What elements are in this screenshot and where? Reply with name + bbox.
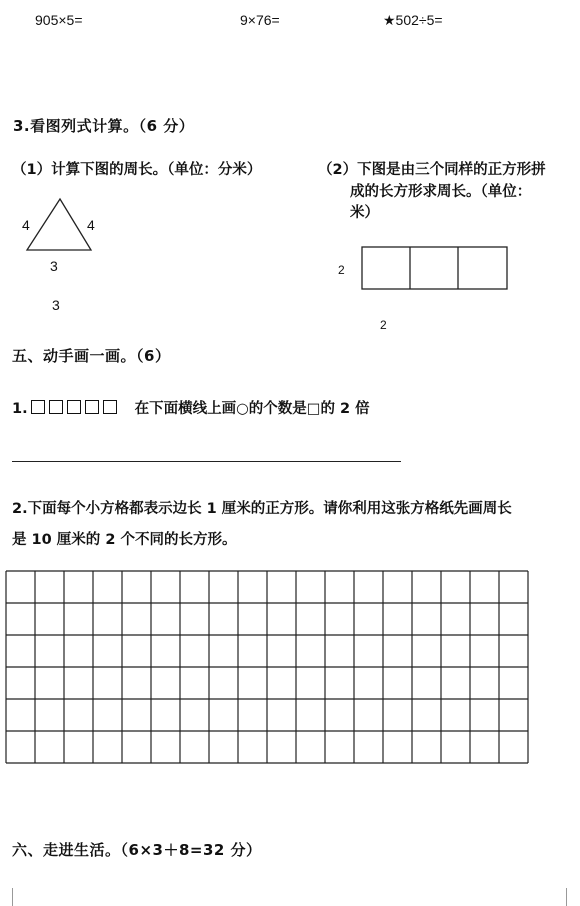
section3-q2-line3: 米） xyxy=(350,205,379,221)
triangle-base: 3 xyxy=(50,258,58,274)
section6-heading: 六、走进生活。（6×3＋8=32 分） xyxy=(12,841,262,859)
square-boxes xyxy=(31,401,121,417)
calc-item-3: ★502÷5= xyxy=(383,12,443,28)
section3-q2-line2: 成的长方形求周长。（单位： xyxy=(350,184,532,200)
section3-heading: 3.看图列式计算。（6 分） xyxy=(13,117,195,135)
section5-q1 xyxy=(12,397,370,418)
squares-label-left: 2 xyxy=(338,263,345,277)
section3-q1-text: （1）计算下图的周长。（单位：分米） xyxy=(12,162,262,178)
triangle-side-left: 4 xyxy=(22,217,30,233)
three-squares-figure xyxy=(361,246,511,292)
answer-line[interactable] xyxy=(12,461,401,462)
section5-q1-text: 在下面横线上画○的个数是□的 2 倍 xyxy=(134,401,370,417)
empty-square-box xyxy=(85,400,99,414)
section5-q1-prefix: 1. xyxy=(12,401,28,417)
empty-square-box xyxy=(31,400,45,414)
triangle-answer: 3 xyxy=(52,297,60,313)
calc-item-1: 905×5= xyxy=(35,12,83,28)
triangle-side-right: 4 xyxy=(87,217,95,233)
grid-paper[interactable] xyxy=(2,569,532,765)
section3-q2-line1: （2）下图是由三个同样的正方形拼 xyxy=(318,162,546,178)
page-corner-mark-right xyxy=(566,888,580,906)
section5-heading: 五、动手画一画。（6） xyxy=(12,347,171,365)
section5-q2-line1: 2.下面每个小方格都表示边长 1 厘米的正方形。请你利用这张方格纸先画周长 xyxy=(12,501,512,517)
squares-label-bottom: 2 xyxy=(380,318,387,332)
empty-square-box xyxy=(49,400,63,414)
page-corner-mark-left xyxy=(0,888,13,906)
empty-square-box xyxy=(67,400,81,414)
calc-item-2: 9×76= xyxy=(240,12,280,28)
empty-square-box xyxy=(103,400,117,414)
section5-q2-line2: 是 10 厘米的 2 个不同的长方形。 xyxy=(12,532,237,548)
